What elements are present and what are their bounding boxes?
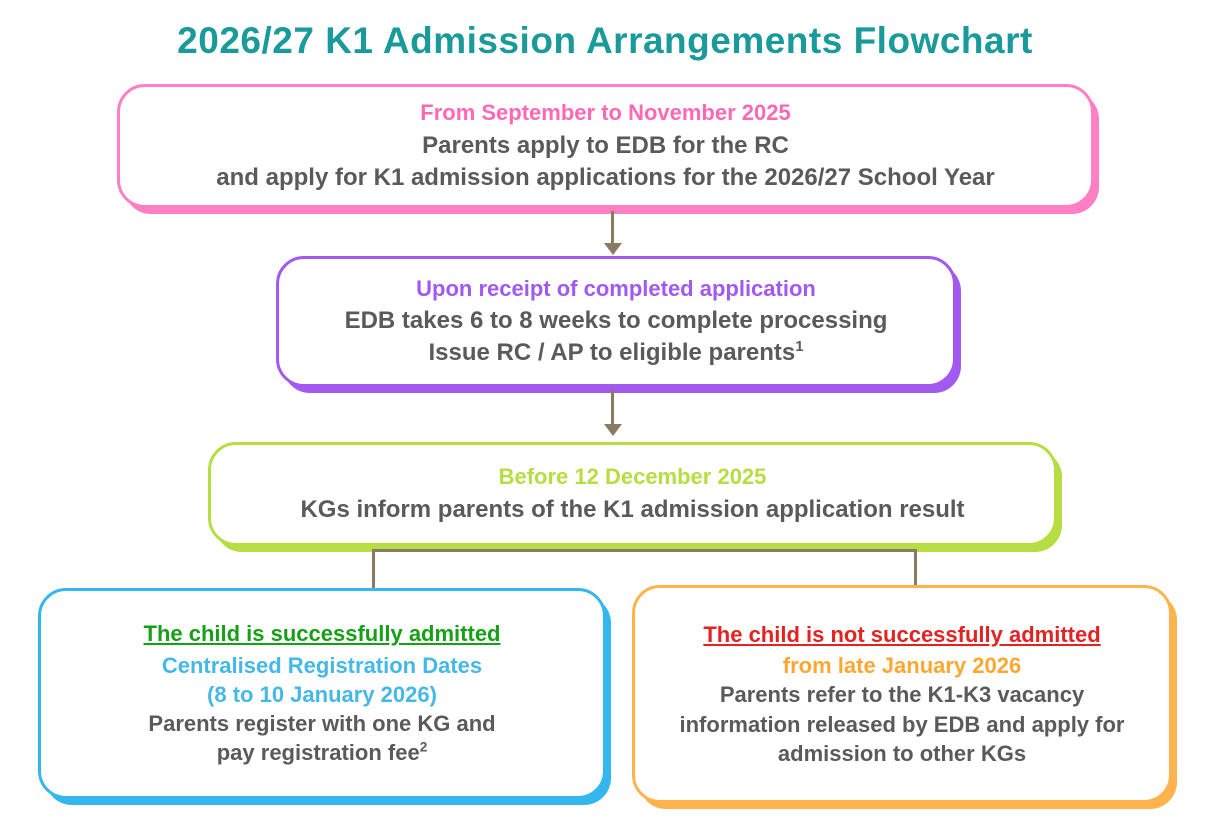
node-edb-processing <box>276 256 956 387</box>
node-process-heading: Upon receipt of completed application <box>416 275 816 301</box>
connector-inform-to-not-admitted <box>914 549 917 589</box>
node-process-line2-text: Issue RC / AP to eligible parents <box>428 339 796 367</box>
node-process-footnote-marker: 1 <box>795 339 804 356</box>
node-not-admitted-heading: The child is not successfully admitted <box>703 621 1101 647</box>
node-admitted-line2 <box>41 738 603 767</box>
node-apply-heading: From September to November 2025 <box>420 100 791 126</box>
node-child-not-admitted <box>632 585 1172 803</box>
node-apply-to-edb <box>117 84 1094 208</box>
node-admitted-line2-text: pay registration fee <box>216 740 420 766</box>
node-admitted-line1: Parents register with one KG and <box>148 711 496 737</box>
node-apply-line1: Parents apply to EDB for the RC <box>422 131 789 159</box>
node-process-line1: EDB takes 6 to 8 weeks to complete processing <box>344 307 888 335</box>
node-not-admitted-line1: Parents refer to the K1-K3 vacancy <box>719 682 1085 708</box>
node-admitted-heading: The child is successfully admitted <box>143 621 501 647</box>
node-admitted-sub1: Centralised Registration Dates <box>161 652 483 678</box>
connector-branch-horizontal <box>372 549 917 552</box>
node-process-line2 <box>279 337 953 369</box>
node-kg-inform-result <box>208 442 1057 546</box>
arrowhead-process-to-inform <box>604 424 622 436</box>
node-not-admitted-sub1: from late January 2026 <box>782 653 1022 679</box>
node-admitted-sub2: (8 to 10 January 2026) <box>207 681 437 707</box>
node-child-admitted <box>38 588 606 799</box>
connector-apply-to-process <box>611 211 614 245</box>
node-not-admitted-line2: information released by EDB and apply for <box>679 711 1125 737</box>
connector-inform-to-admitted <box>372 549 375 591</box>
node-admitted-footnote-marker: 2 <box>419 740 428 756</box>
page-title: 2026/27 K1 Admission Arrangements Flowchart <box>177 20 1033 61</box>
node-inform-heading: Before 12 December 2025 <box>498 464 767 490</box>
node-not-admitted-line3: admission to other KGs <box>777 740 1027 766</box>
node-apply-line2: and apply for K1 admission applications for the 2026/27 School Year <box>216 163 995 191</box>
connector-process-to-inform <box>611 390 614 426</box>
node-inform-line1: KGs inform parents of the K1 admission application result <box>300 495 965 523</box>
arrowhead-apply-to-process <box>604 243 622 255</box>
